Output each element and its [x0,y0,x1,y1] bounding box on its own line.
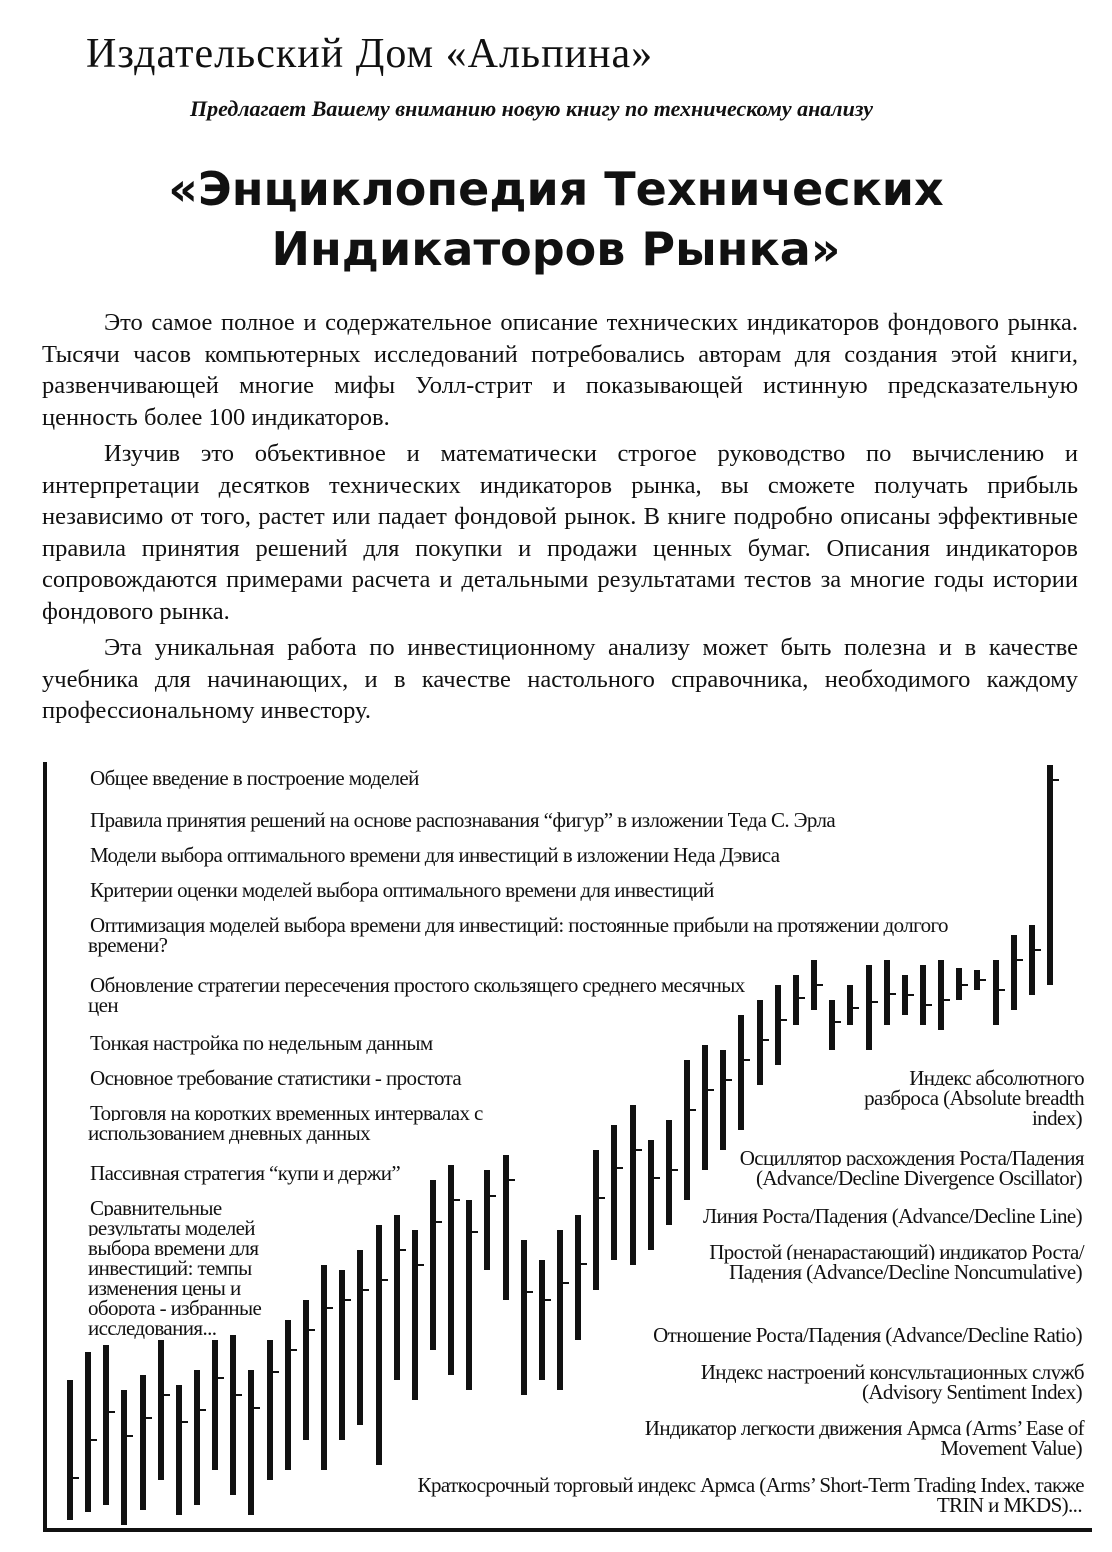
toc-item: Правила принятия решений на основе распознавания “фигур” в изложении Теда С. Эрла [90,808,836,832]
toc-item: Критерии оценки моделей выбора оптимального времени для инвестиций [90,878,714,902]
toc-item: Модели выбора оптимального времени для инвестиций в изложении Неда Дэвиса [90,843,780,867]
indicator-item: Индекс настроений консультационных служб (Advisory Sentiment Index) [700,1360,1084,1404]
indicator-item: Отношение Роста/Падения (Advance/Decline Ratio) [653,1323,1082,1347]
description-paragraph: Это самое полное и содержательное описание технических индикаторов фондового рынка. Тысячи часов компьютерных исследований потребовались авторам для создания этой книги, развенчивающей многие мифы Уолл-стрит и показывающей истинную предсказательную ценность более 100 индикаторов. [42,309,1078,431]
book-title-line-2: Индикаторов Рынка» [271,222,841,276]
publisher-name: Издательский Дом «Альпина» [86,31,654,77]
description-paragraph: Изучив это объективное и математически строгое руководство по вычислению и интерпретации десятков технических индикаторов рынка, вы сможете получать прибыль независимо от того, растет или падает фондовой рынок. В книге подробно описаны эффективные правила принятия решений для покупки и продажи ценных бумаг. Описания индикаторов сопровождаются примерами расчета и детальными результатами тестов за многие годы истории фондового рынка. [42,440,1078,625]
indicator-item: Осциллятор расхождения Роста/Падения (Advance/Decline Divergence Oscillator) [739,1146,1084,1190]
toc-item: Основное требование статистики - простота [90,1066,462,1090]
toc-item: Сравнительные результаты моделей выбора времени для инвестиций: темпы изменения цены и оборота - избранные исследования... [88,1196,262,1340]
toc-item: Общее введение в построение моделей [90,766,419,790]
toc-item: Оптимизация моделей выбора времени для инвестиций: постоянные прибыли на протяжении долгого времени? [88,913,948,957]
book-title-line-1: «Энциклопедия Технических [168,162,944,216]
toc-item: Пассивная стратегия “купи и держи” [90,1161,401,1185]
description-paragraph: Эта уникальная работа по инвестиционному анализу может быть полезна и в качестве учебника для начинающих, и в качестве настольного справочника, необходимого каждому профессиональному инвестору. [42,634,1078,724]
tagline: Предлагает Вашему вниманию новую книгу по техническому анализу [190,96,874,121]
toc-item: Торговля на коротких временных интервалах с использованием дневных данных [88,1101,483,1145]
indicator-item: Индикатор легкости движения Армса (Arms’ Ease of Movement Value) [644,1416,1084,1460]
toc-item: Обновление стратегии пересечения простого скользящего среднего месячных цен [88,973,745,1017]
indicator-item: Краткосрочный торговый индекс Армса (Arms’ Short-Term Trading Index, также TRIN и MKDS)... [417,1473,1084,1517]
indicator-item: Простой (ненарастающий) индикатор Роста/Падения (Advance/Decline Noncumulative) [709,1240,1084,1284]
indicator-item: Линия Роста/Падения (Advance/Decline Line) [702,1204,1082,1228]
indicator-item: Индекс абсолютного разброса (Absolute breadth index) [864,1066,1084,1130]
toc-item: Тонкая настройка по недельным данным [90,1031,433,1055]
